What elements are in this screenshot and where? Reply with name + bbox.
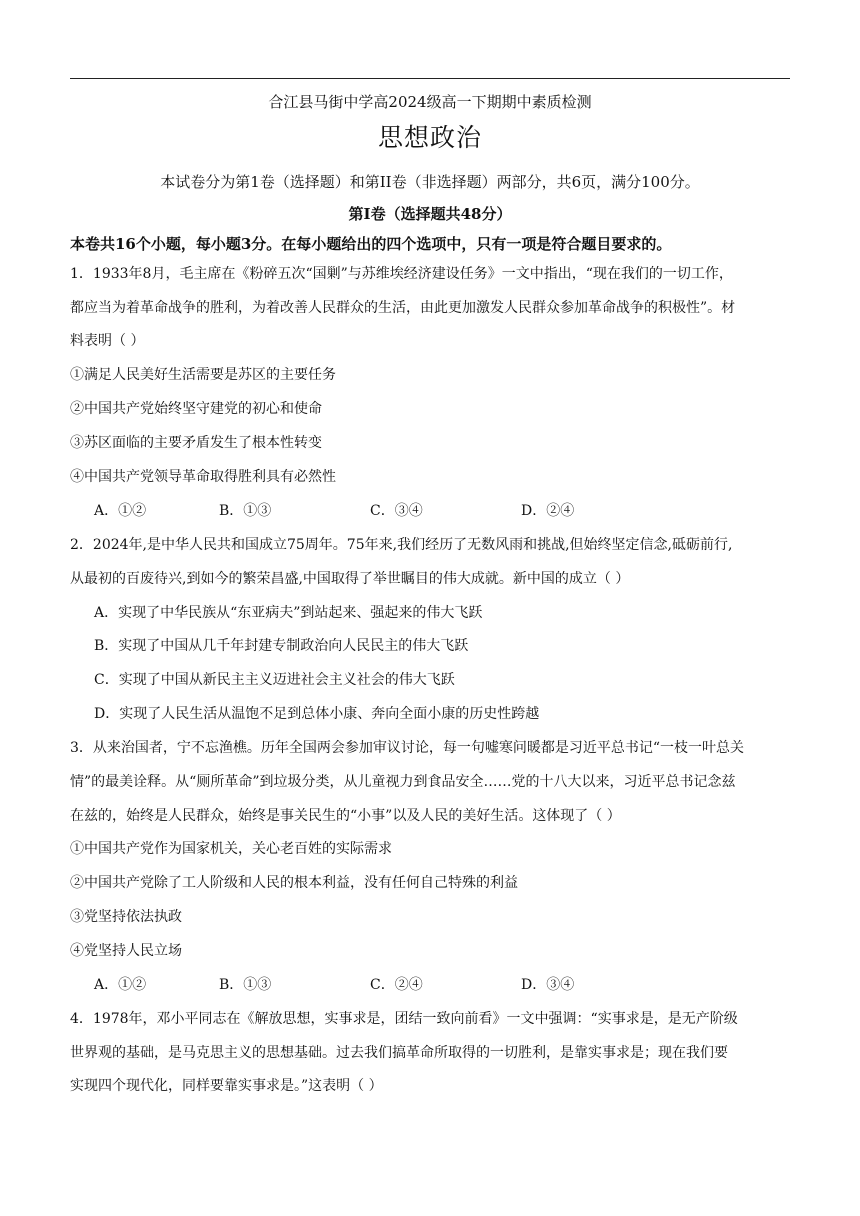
question-3-choice-a[interactable]: A．①② xyxy=(94,977,147,993)
question-1-statement-4: ④中国共产党领导革命取得胜利具有必然性 xyxy=(70,469,336,485)
question-2-option-a[interactable]: A．实现了中华民族从“东亚病夫”到站起来、强起来的伟大飞跃 xyxy=(94,605,483,621)
question-3-statement-4: ④党坚持人民立场 xyxy=(70,943,182,959)
question-1-choice-b[interactable]: B．①③ xyxy=(219,503,272,519)
question-3-choice-c[interactable]: C．②④ xyxy=(370,977,423,993)
question-3-stem-line-1: 3．从来治国者，宁不忘渔樵。历年全国两会参加审议讨论，每一句嘘寒问暖都是习近平总书记“一枝一叶总关 xyxy=(70,740,745,756)
exam-intro: 本试卷分为第1卷（选择题）和第II卷（非选择题）两部分，共6页，满分100分。 xyxy=(160,173,700,191)
question-3-statement-3: ③党坚持依法执政 xyxy=(70,909,182,925)
question-3-statement-2: ②中国共产党除了工人阶级和人民的根本利益，没有任何自己特殊的利益 xyxy=(70,875,518,891)
subject-title: 思想政治 xyxy=(377,123,482,152)
question-2-option-c[interactable]: C．实现了中国从新民主主义迈进社会主义社会的伟大飞跃 xyxy=(94,672,455,688)
question-4-stem-line-1: 4．1978年，邓小平同志在《解放思想，实事求是，团结一致向前看》一文中强调：“实事求是，是无产阶级 xyxy=(70,1011,738,1027)
question-3-stem-line-2: 情”的最美诠释。从“厕所革命”到垃圾分类，从儿童视力到食品安全……党的十八大以来，习近平总书记念兹 xyxy=(70,774,736,790)
section-title: 第I卷（选择题共48分） xyxy=(348,205,512,223)
question-1-choice-d[interactable]: D．②④ xyxy=(521,503,575,519)
question-1-choice-c[interactable]: C．③④ xyxy=(370,503,423,519)
question-1-stem-line-3: 料表明（ ） xyxy=(70,333,145,349)
question-2-option-b[interactable]: B．实现了中国从几千年封建专制政治向人民民主的伟大飞跃 xyxy=(94,638,469,654)
question-1-choice-a[interactable]: A．①② xyxy=(94,503,147,519)
question-1-statement-3: ③苏区面临的主要矛盾发生了根本性转变 xyxy=(70,435,322,451)
question-3-choice-d[interactable]: D．③④ xyxy=(521,977,575,993)
question-1-statement-2: ②中国共产党始终坚守建党的初心和使命 xyxy=(70,401,322,417)
header-rule xyxy=(70,78,790,79)
question-3-statement-1: ①中国共产党作为国家机关，关心老百姓的实际需求 xyxy=(70,841,392,857)
question-3-stem-line-3: 在兹的，始终是人民群众，始终是事关民生的“小事”以及人民的美好生活。这体现了（ ） xyxy=(70,808,621,824)
question-1-statement-1: ①满足人民美好生活需要是苏区的主要任务 xyxy=(70,367,336,383)
question-1-stem-line-1: 1．1933年8月，毛主席在《粉碎五次“国剿”与苏维埃经济建设任务》一文中指出，“现在我们的一切工作， xyxy=(70,266,733,282)
question-1-stem-line-2: 都应当为着革命战争的胜利，为着改善人民群众的生活，由此更加激发人民群众参加革命战争的积极性”。材 xyxy=(70,300,736,316)
question-4-stem-line-2: 世界观的基础，是马克思主义的思想基础。过去我们搞革命所取得的一切胜利，是靠实事求是；现在我们要 xyxy=(70,1045,728,1061)
exam-title: 合江县马街中学高2024级高一下期期中素质检测 xyxy=(268,93,592,111)
question-4-stem-line-3: 实现四个现代化，同样要靠实事求是。”这表明（ ） xyxy=(70,1078,383,1094)
section-instruction: 本卷共16个小题，每小题3分。在每小题给出的四个选项中，只有一项是符合题目要求的。 xyxy=(70,235,672,253)
question-3-choice-b[interactable]: B．①③ xyxy=(219,977,272,993)
question-2-option-d[interactable]: D．实现了人民生活从温饱不足到总体小康、奔向全面小康的历史性跨越 xyxy=(94,706,540,722)
question-2-stem-line-2: 从最初的百废待兴,到如今的繁荣昌盛,中国取得了举世瞩目的伟大成就。新中国的成立（ ） xyxy=(70,571,630,587)
question-2-stem-line-1: 2．2024年,是中华人民共和国成立75周年。75年来,我们经历了无数风雨和挑战,但始终坚定信念,砥砺前行, xyxy=(70,537,733,553)
